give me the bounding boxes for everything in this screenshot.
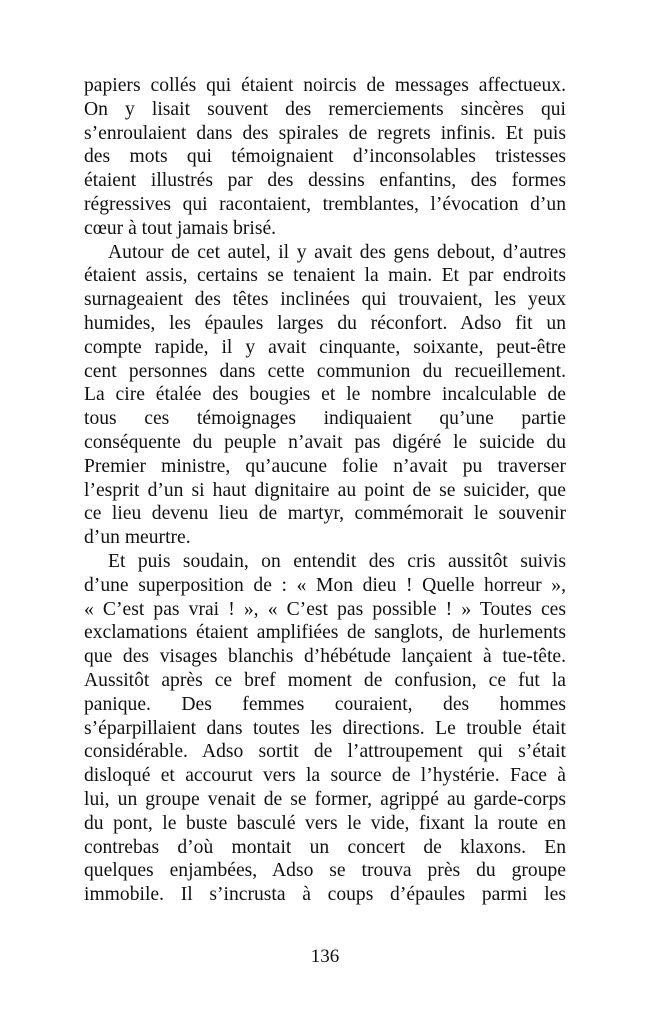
text-line: disloqué et accourut vers la source de l’hystérie. Face à <box>84 765 566 787</box>
text-line: d’un meurtre. <box>84 527 191 549</box>
text-line: régressives qui racontaient, tremblantes, l’évocation d’un <box>84 193 566 215</box>
text-line: des mots qui témoignaient d’inconsolables tristesses <box>84 146 566 168</box>
text-line: Aussitôt après ce bref moment de confusion, ce fut la <box>84 669 566 691</box>
text-line: Premier ministre, qu’aucune folie n’avait pu traverser <box>84 455 566 477</box>
text-line: quelques enjambées, Adso se trouva près du groupe <box>84 860 566 882</box>
text-line: ce lieu devenu lieu de martyr, commémorait le souvenir <box>84 503 566 525</box>
text-line: conséquente du peuple n’avait pas digéré le suicide du <box>84 431 566 453</box>
text-line: que des visages blanchis d’hébétude lançaient à tue-tête. <box>84 646 566 668</box>
text-line: Autour de cet autel, il y avait des gens debout, d’autres <box>108 241 566 263</box>
text-line: « C’est pas vrai ! », « C’est pas possible ! » Toutes ces <box>84 598 566 620</box>
body-text <box>84 74 566 907</box>
text-line: compte rapide, il y avait cinquante, soixante, peut-être <box>84 336 566 358</box>
text-line: s’éparpillaient dans toutes les directions. Le trouble était <box>84 717 566 739</box>
text-line: cœur à tout jamais brisé. <box>84 217 277 239</box>
text-line: surnageaient des têtes inclinées qui trouvaient, les yeux <box>84 289 566 311</box>
text-line: cent personnes dans cette communion du recueillement. <box>84 360 566 382</box>
text-line: lui, un groupe venait de se former, agrippé au garde-corps <box>84 788 566 810</box>
text-line: papiers collés qui étaient noircis de messages affectueux. <box>84 75 566 96</box>
text-line: immobile. Il s’incrusta à coups d’épaules parmi les <box>84 884 566 906</box>
text-line: Et puis soudain, on entendit des cris aussitôt suivis <box>108 550 566 572</box>
text-line: considérable. Adso sortit de l’attroupement qui s’était <box>84 741 566 763</box>
text-line: du pont, le buste basculé vers le vide, fixant la route en <box>84 812 566 834</box>
text-line: humides, les épaules larges du réconfort. Adso fit un <box>84 312 566 334</box>
text-line: panique. Des femmes couraient, des hommes <box>84 693 566 715</box>
text-line: l’esprit d’un si haut dignitaire au point de se suicider, que <box>84 479 566 501</box>
text-line: étaient assis, certains se tenaient la main. Et par endroits <box>84 265 566 287</box>
page-number: 136 <box>310 946 340 967</box>
text-line: contrebas d’où montait un concert de klaxons. En <box>84 836 566 858</box>
text-line: On y lisait souvent des remerciements sincères qui <box>84 98 566 120</box>
text-line: exclamations étaient amplifiées de sanglots, de hurlements <box>84 622 566 644</box>
text-line: La cire étalée des bougies et le nombre incalculable de <box>84 384 566 406</box>
text-line: s’enroulaient dans des spirales de regrets infinis. Et puis <box>84 122 566 144</box>
text-line: d’une superposition de : « Mon dieu ! Quelle horreur », <box>84 574 566 596</box>
text-line: tous ces témoignages indiquaient qu’une partie <box>84 408 566 430</box>
text-line: étaient illustrés par des dessins enfantins, des formes <box>84 170 566 192</box>
